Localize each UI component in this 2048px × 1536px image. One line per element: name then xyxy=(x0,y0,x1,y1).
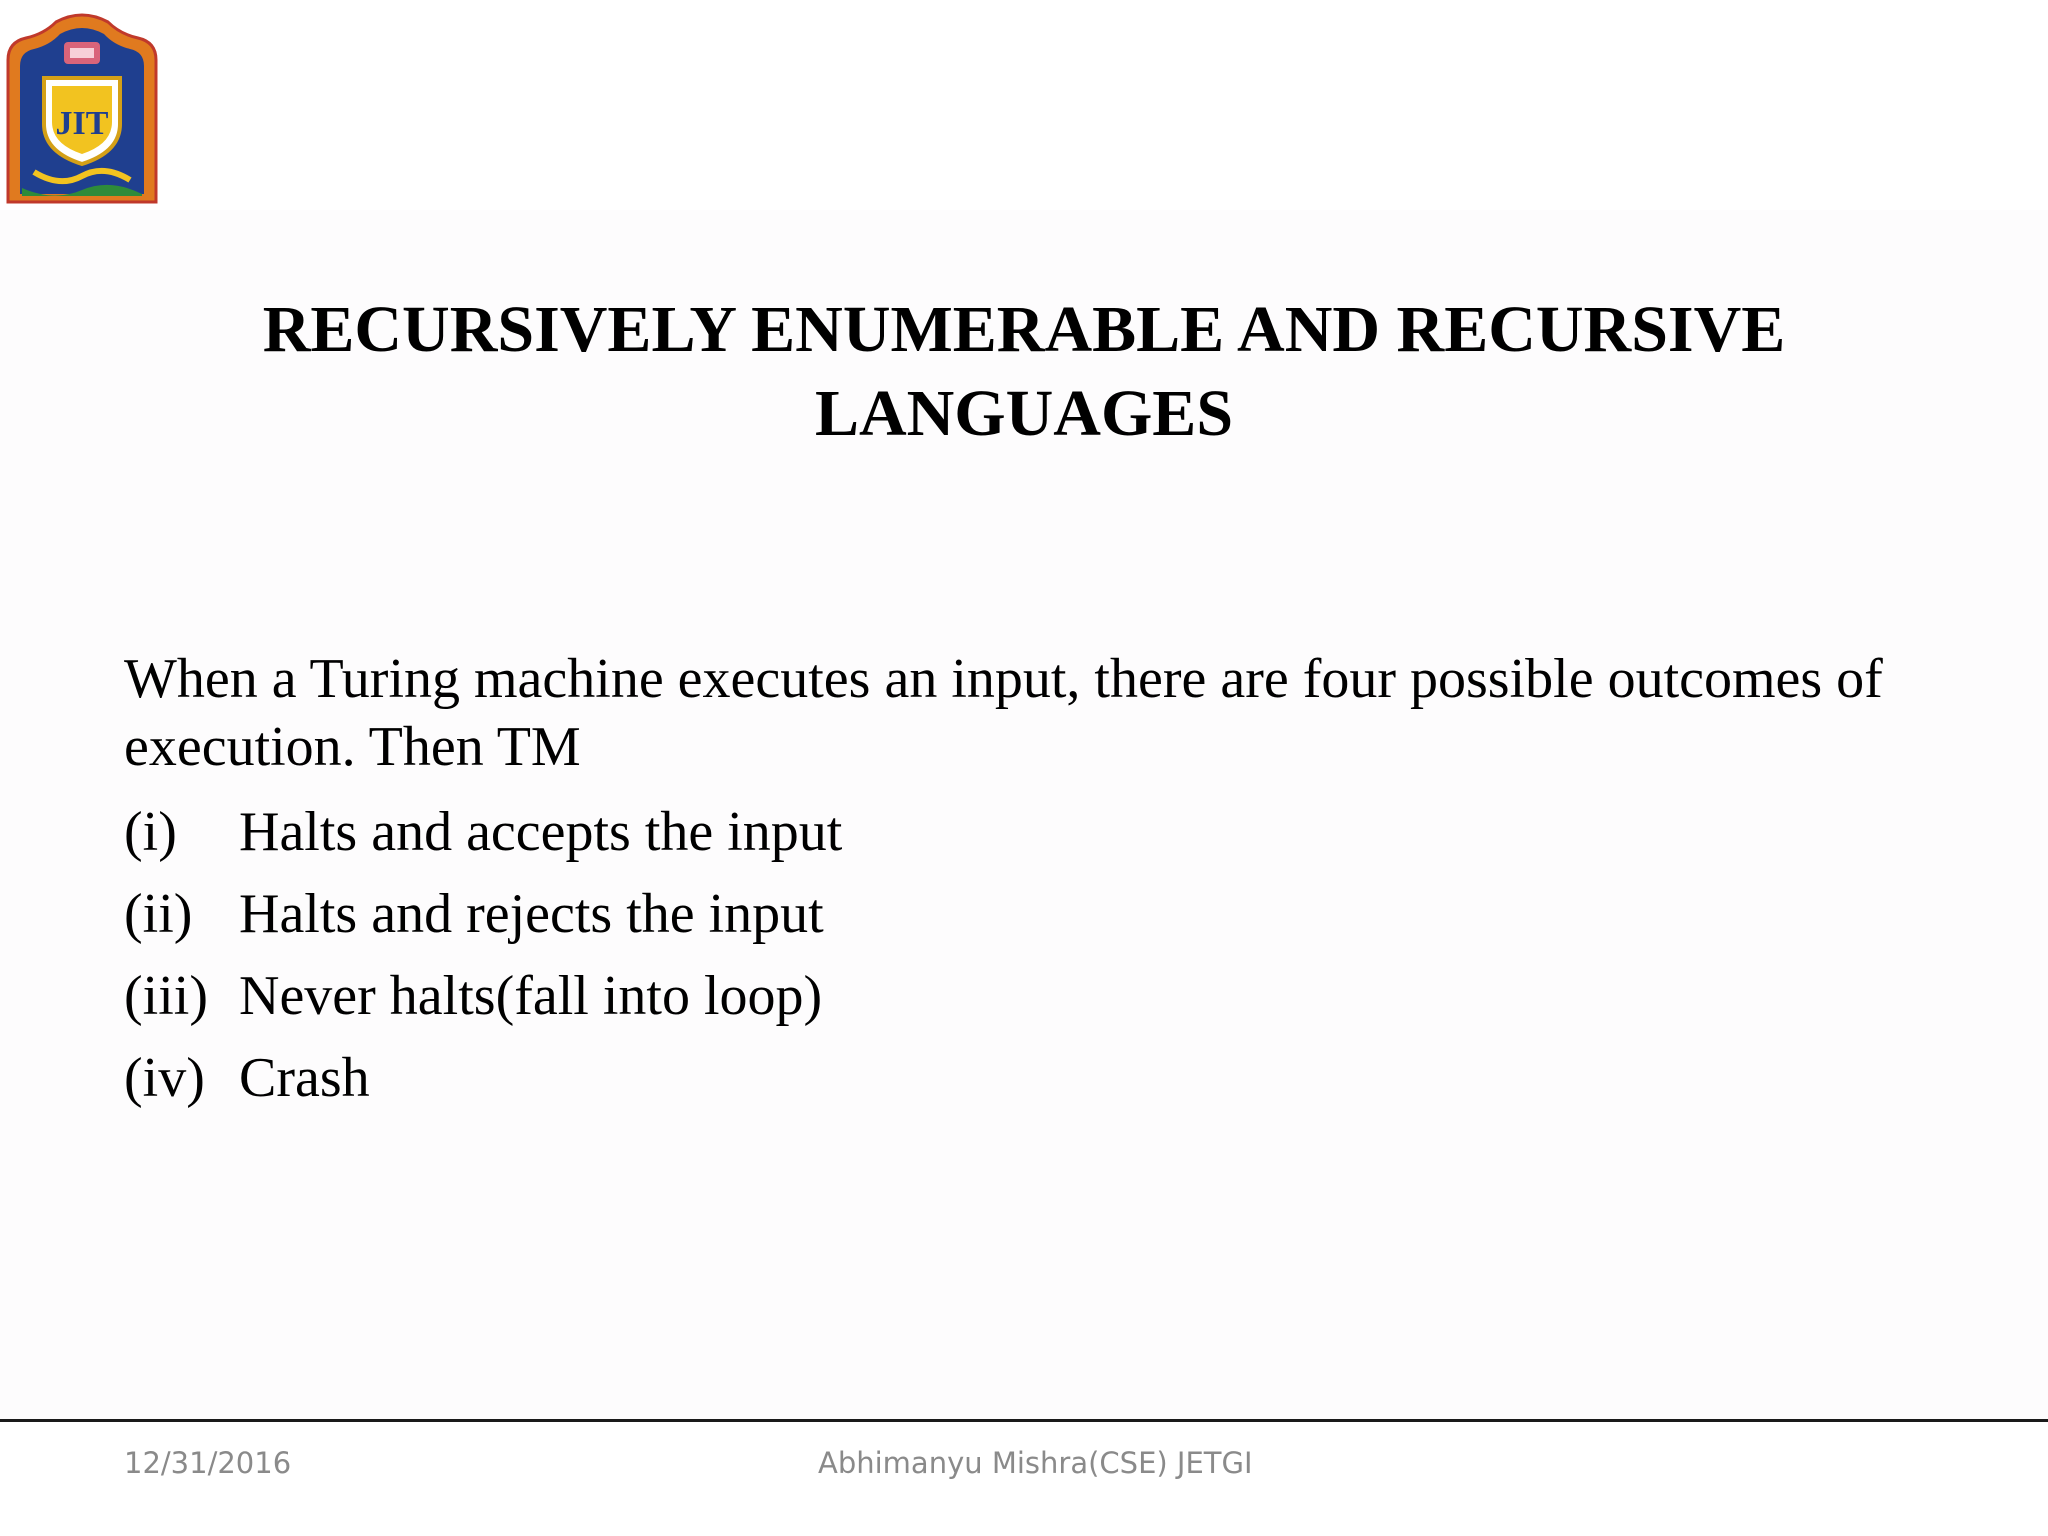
list-item xyxy=(124,955,842,1037)
slide-title: RECURSIVELY ENUMERABLE AND RECURSIVE LANGUAGES xyxy=(262,293,1786,450)
footer-divider xyxy=(0,1419,2048,1422)
list-marker: (ii) xyxy=(124,883,193,945)
list-item-text: Crash xyxy=(239,1047,370,1109)
list-marker: (iii) xyxy=(124,965,208,1027)
list-item xyxy=(124,791,842,873)
list-marker: (i) xyxy=(124,801,177,863)
list-marker: (iv) xyxy=(124,1047,205,1109)
outcomes-list xyxy=(124,791,842,1119)
list-item-text: Halts and accepts the input xyxy=(239,801,843,863)
list-item xyxy=(124,1037,842,1119)
intro-paragraph: When a Turing machine executes an input, there are four possible outcomes of execution. Then TM xyxy=(124,648,1883,778)
list-item-text: Halts and rejects the input xyxy=(239,883,824,945)
footer-author: Abhimanyu Mishra(CSE) JETGI xyxy=(818,1446,1253,1480)
footer-date: 12/31/2016 xyxy=(124,1446,292,1480)
list-item-text: Never halts(fall into loop) xyxy=(239,965,823,1027)
institution-logo xyxy=(4,12,160,208)
logo-lettering: JIT xyxy=(55,105,109,142)
list-item xyxy=(124,873,842,955)
